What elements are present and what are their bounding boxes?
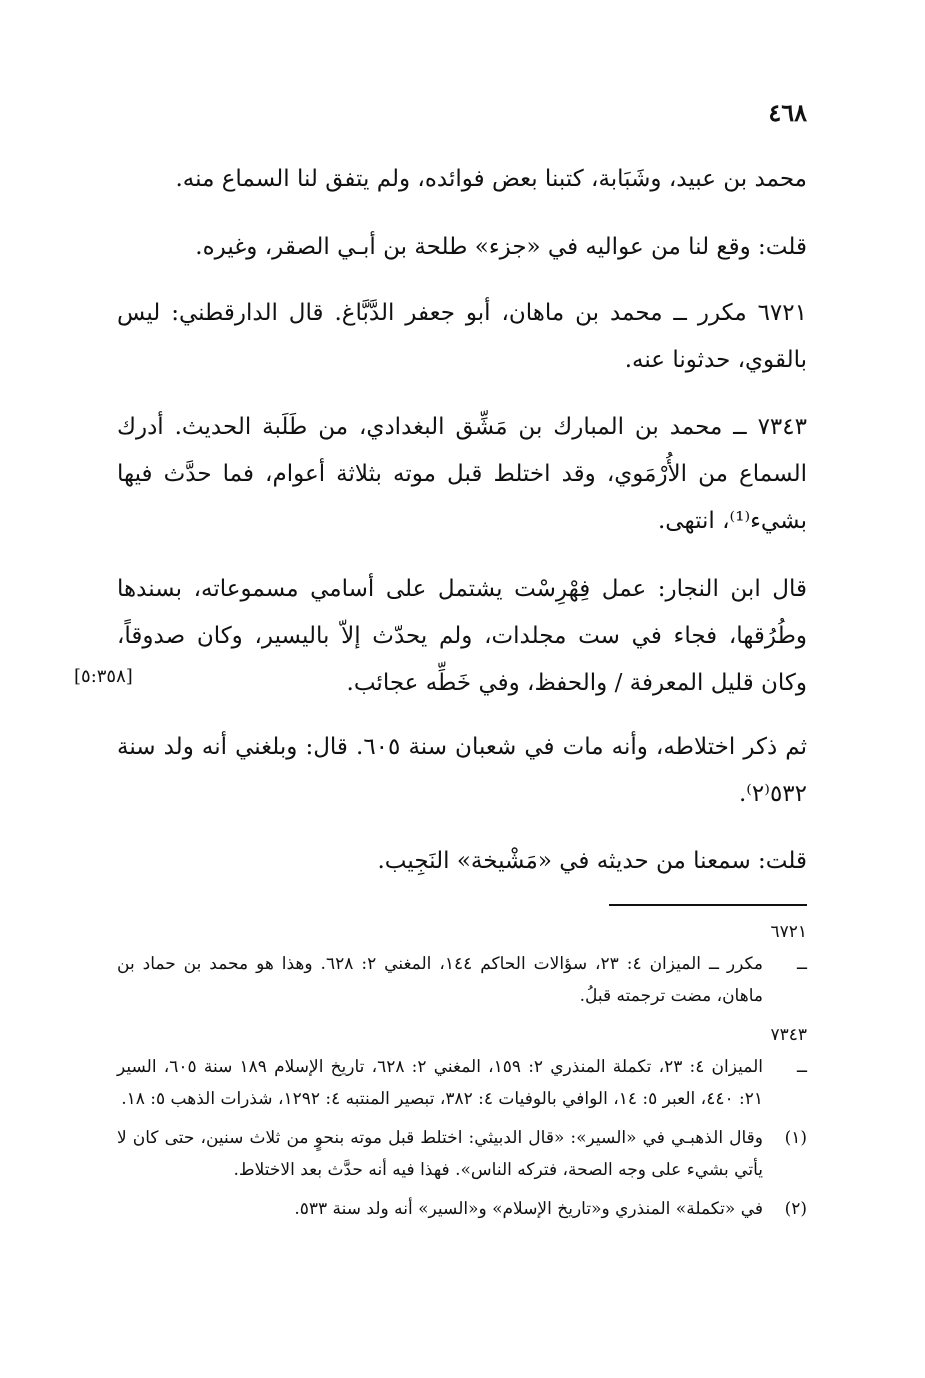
footnote-text: مكرر ــ الميزان ٤: ٢٣، سؤالات الحاكم ١٤٤، المغني ٢: ٦٢٨. وهذا هو محمد بن حماد بن ماهان، مضت ترجمته قبلُ.: [117, 954, 763, 1006]
footnote-item: [117, 1019, 807, 1115]
page-number: ٤٦٨: [768, 98, 807, 127]
paragraph-mashyakha: قلت: سمعنا من حديثه في «مَشْيخة» النَجِيب.: [377, 848, 807, 874]
paragraph-ibn-najjar: قال ابن النجار: عمل فِهْرِسْت يشتمل على أسامي مسموعاته، بسندها وطُرُقها، فجاء في ست مجلدات، ولم يحدّث إلاّ باليسير، وكان صدوقاً، وكان قليل المعرفة / والحفظ، وفي خَطِّه عجائب.: [117, 576, 807, 696]
footnote-item: [117, 1122, 807, 1186]
footnotes: [117, 916, 807, 1232]
footnote-text: في «تكملة» المنذري و«تاريخ الإسلام» و«السير» أنه ولد سنة ٥٣٣.: [294, 1199, 763, 1219]
entry-7343: ٧٣٤٣ ــ محمد بن المبارك بن مَشِّق البغدادي، من طَلَبة الحديث. أدرك السماع من الأُرْمَوي، وقد اختلط قبل موته بثلاثة أعوام، فما حدَّث فيها بشيء⁽¹⁾، انتهى.: [117, 414, 807, 534]
paragraph-note-jiz: قلت: وقع لنا من عواليه في «جزء» طلحة بن أبـي الصقر، وغيره.: [195, 234, 807, 260]
footnote-number: (١): [784, 1128, 807, 1148]
footnote-text: وقال الذهبـي في «السير»: «قال الدبيثي: اختلط قبل موته بنحوٍ من ثلاث سنين، حتى كان لا يأتي بشيء على وجه الصحة، فتركه الناس». فهذا فيه أنه حدَّث بعد الاختلاط.: [117, 1128, 763, 1180]
footnote-number: ٦٧٢١ ــ: [770, 922, 807, 974]
footnote-number: (٢): [784, 1199, 807, 1219]
margin-reference: [٥:٣٥٨]: [74, 666, 133, 687]
footnote-divider: [609, 904, 807, 906]
paragraph-ikhtilat: ثم ذكر اختلاطه، وأنه مات في شعبان سنة ٦٠٥. قال: وبلغني أنه ولد سنة ٥٣٢⁽٢⁾.: [117, 734, 807, 807]
entry-6721: ٦٧٢١ مكرر ــ محمد بن ماهان، أبو جعفر الدَّبَّاغ. قال الدارقطني: ليس بالقوي، حدثونا عنه.: [117, 300, 807, 373]
footnote-number: ٧٣٤٣ ــ: [770, 1025, 807, 1077]
footnote-item: [117, 1193, 807, 1225]
paragraph-continuation: محمد بن عبيد، وشَبَابة، كتبنا بعض فوائده، ولم يتفق لنا السماع منه.: [175, 166, 807, 192]
footnote-item: [117, 916, 807, 1012]
footnote-text: الميزان ٤: ٢٣، تكملة المنذري ٢: ١٥٩، المغني ٢: ٦٢٨، تاريخ الإسلام ١٨٩ سنة ٦٠٥، السير ٢١: ٤٤٠، العبر ٥: ١٤، الوافي بالوفيات ٤: ٣٨٢، تبصير المنتبه ٤: ١٢٩٢، شذرات الذهب ٥: ١٨.: [117, 1057, 763, 1109]
